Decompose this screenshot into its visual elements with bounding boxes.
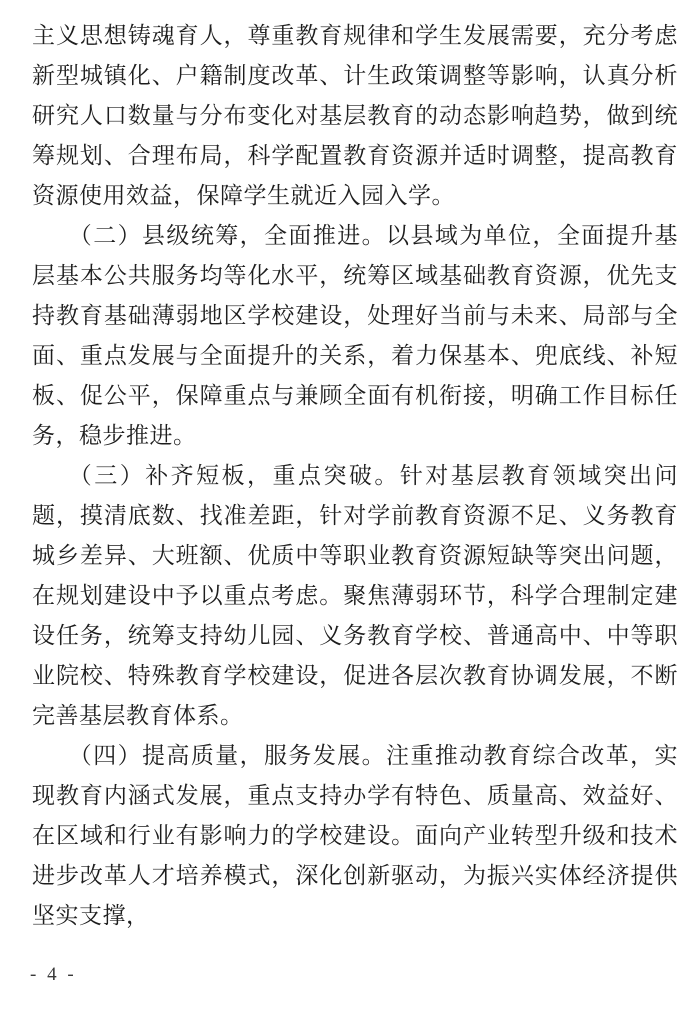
paragraph-item-4: （四）提高质量，服务发展。注重推动教育综合改革，实现教育内涵式发展，重点支持办学有特色、质量高、效益好、在区域和行业有影响力的学校建设。面向产业转型升级和技术进步改革人才培养模式，深化创新驱动，为振兴实体经济提供坚实支撑，: [32, 743, 678, 928]
page-number: - 4 -: [30, 964, 77, 985]
paragraph-continuation: 主义思想铸魂育人，尊重教育规律和学生发展需要，充分考虑新型城镇化、户籍制度改革、计生政策调整等影响，认真分析研究人口数量与分布变化对基层教育的动态影响趋势，做到统筹规划、合理布局，科学配置教育资源并适时调整，提高教育资源使用效益，保障学生就近入园入学。: [32, 23, 678, 208]
paragraph-item-3: （三）补齐短板，重点突破。针对基层教育领域突出问题，摸清底数、找准差距，针对学前教育资源不足、义务教育城乡差异、大班额、优质中等职业教育资源短缺等突出问题，在规划建设中予以重点考虑。聚焦薄弱环节，科学合理制定建设任务，统筹支持幼儿园、义务教育学校、普通高中、中等职业院校、特殊教育学校建设，促进各层次教育协调发展，不断完善基层教育体系。: [32, 463, 678, 728]
paragraph-item-2: （二）县级统筹，全面推进。以县域为单位，全面提升基层基本公共服务均等化水平，统筹区域基础教育资源，优先支持教育基础薄弱地区学校建设，处理好当前与未来、局部与全面、重点发展与全面提升的关系，着力保基本、兜底线、补短板、促公平，保障重点与兼顾全面有机衔接，明确工作目标任务，稳步推进。: [32, 223, 678, 448]
document-body: [32, 16, 678, 936]
